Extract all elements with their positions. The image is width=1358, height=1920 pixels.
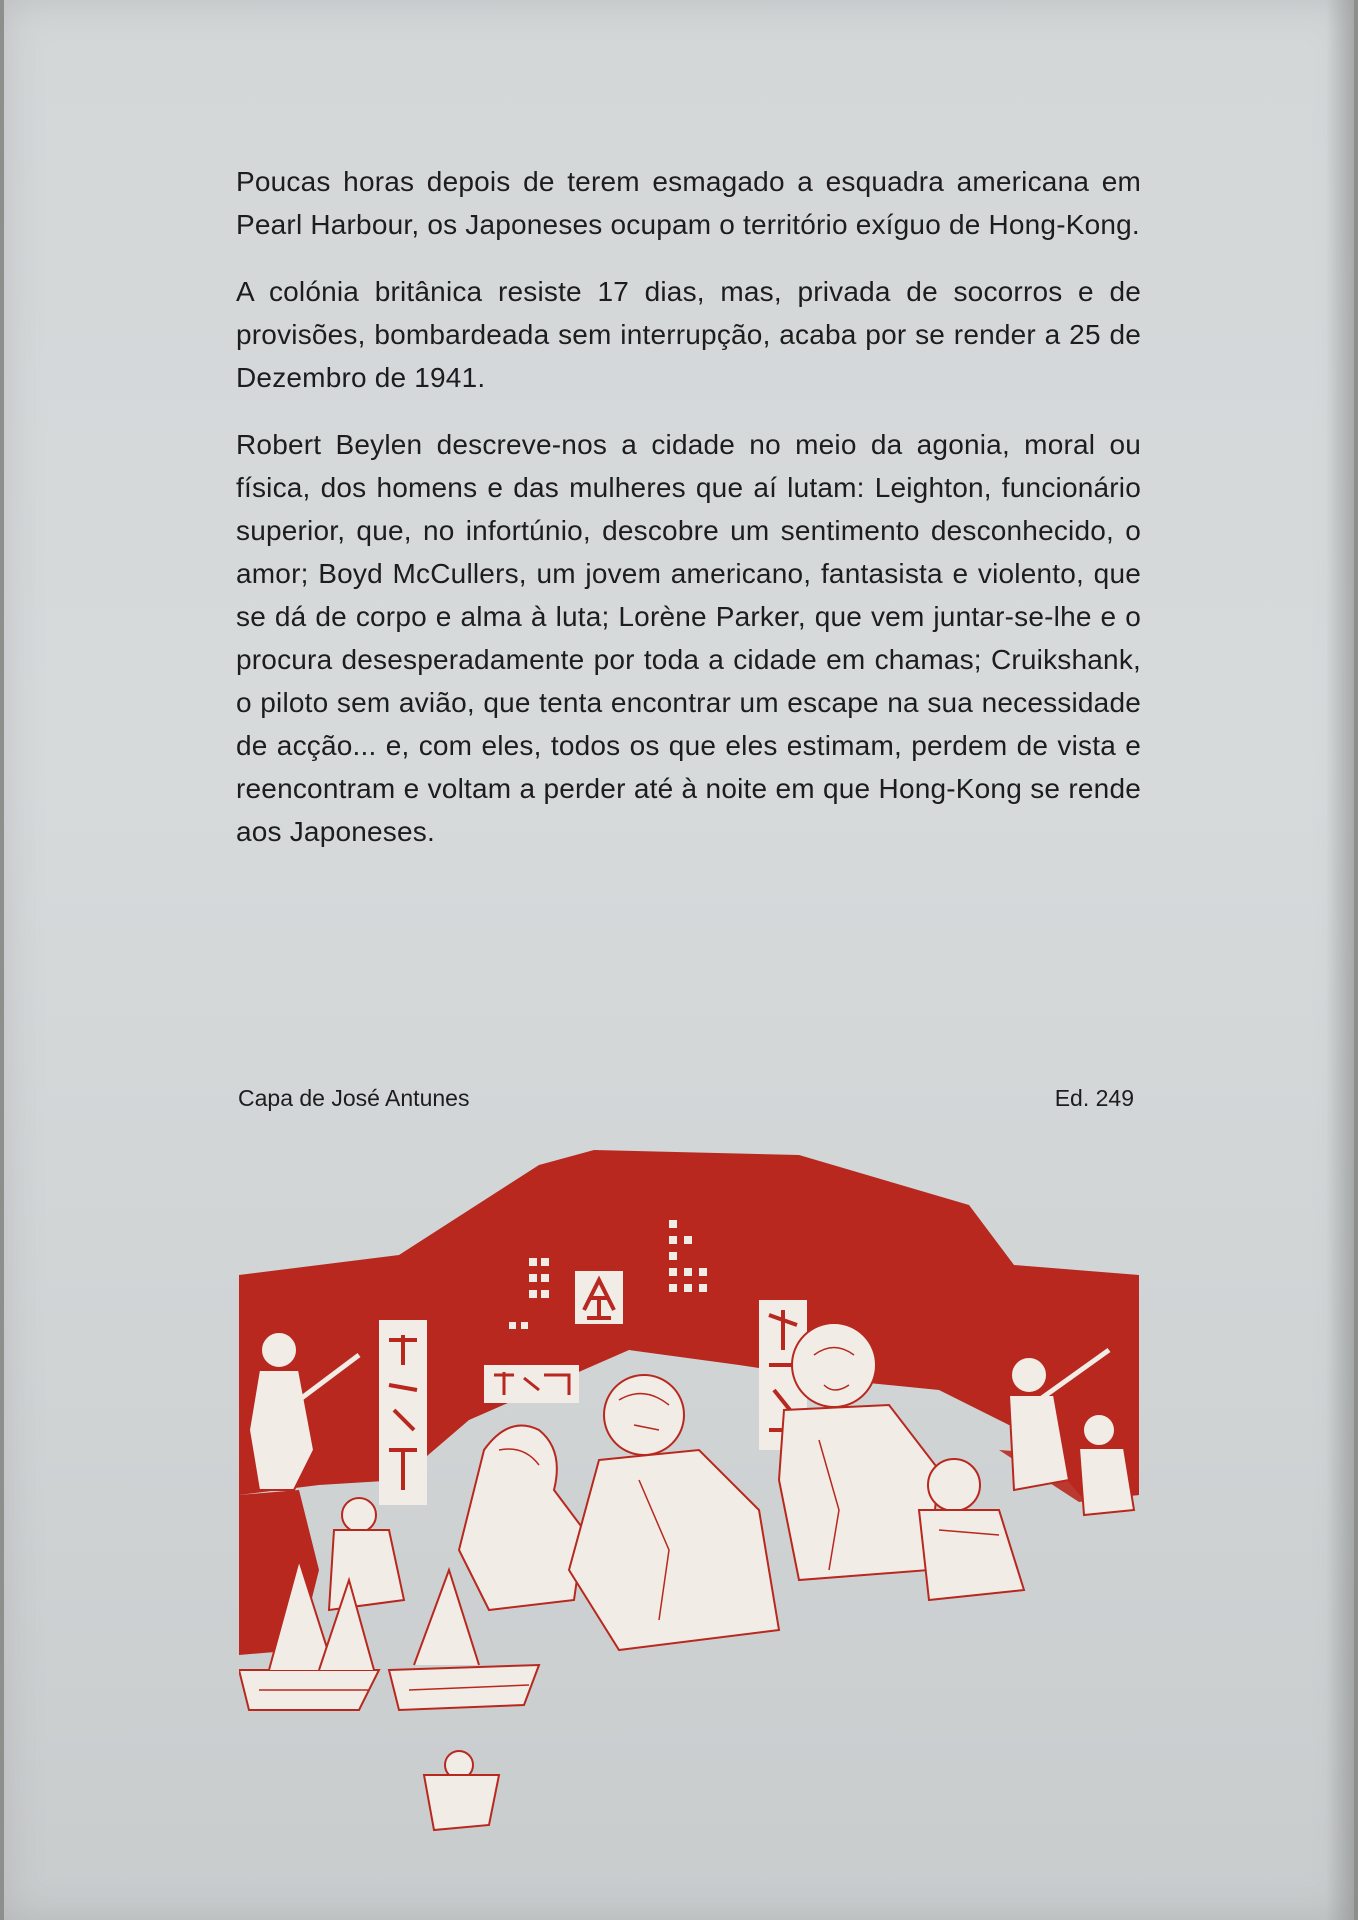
blurb-paragraph-2: A colónia britânica resiste 17 dias, mas, privada de socorros e de provisões, bombardeada sem interrupção, acaba por se render a 25 de Dezembro de 1941. — [236, 276, 1141, 393]
man-center-head — [604, 1375, 684, 1455]
woman-figure — [459, 1426, 584, 1611]
cover-edge-shadow — [1326, 0, 1354, 1920]
man-right-head — [792, 1323, 876, 1407]
small-boat — [424, 1775, 499, 1830]
man-center-body — [569, 1450, 779, 1650]
cover-artist-credit: Capa de José Antunes — [238, 1085, 470, 1111]
soldier-helmet-head — [928, 1459, 980, 1511]
back-cover — [4, 0, 1354, 1920]
blurb-paragraph-3: Robert Beylen descreve-nos a cidade no meio da agonia, moral ou física, dos homens e das mulheres que aí lutam: Leighton, funcionário superior, que, no infortúnio, descobre um sentimento desconhecido, o amor; Boyd McCullers, um jovem americano, fantasista e violento, que se dá de corpo e alma à luta; Lorène Parker, que vem juntar-se-lhe e o procura desesperadamente por toda a cidade em chamas; Cruikshank, o piloto sem avião, que tenta encontrar um escape na sua necessidade de acção... e, com eles, todos os que eles estimam, perdem de vista e reencontram e voltam a perder até à noite em que Hong-Kong se rende aos Japoneses. — [236, 429, 1141, 847]
illustration-red-backdrop — [239, 1150, 1139, 1500]
blurb-text — [236, 160, 1141, 877]
blurb-paragraph-1: Poucas horas depois de terem esmagado a esquadra americana em Pearl Harbour, os Japoneses ocupam o território exíguo de Hong-Kong. — [236, 166, 1141, 240]
cover-illustration — [239, 1150, 1139, 1840]
man-right-body — [779, 1405, 939, 1580]
soldier-left-head — [261, 1332, 297, 1368]
edition-number: Ed. 249 — [1054, 1085, 1134, 1111]
